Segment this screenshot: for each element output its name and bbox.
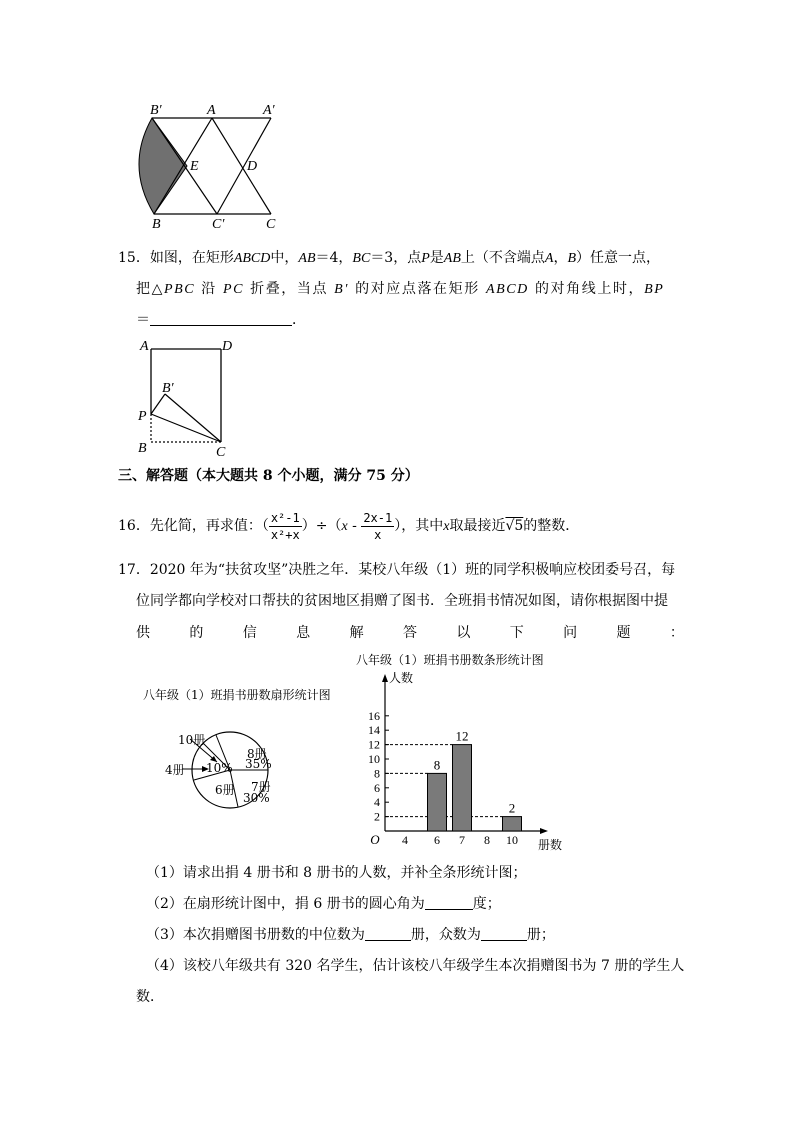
- spread-char: ：: [669, 625, 684, 641]
- spread-char: 问: [563, 625, 578, 641]
- answer-blank-bp[interactable]: [150, 311, 292, 326]
- y-tick-label: 6: [374, 780, 380, 795]
- figure-14: [120, 100, 295, 235]
- y-tick-label: 2: [374, 809, 380, 824]
- q17-line3: [136, 622, 684, 642]
- x-tick-label: 7: [459, 833, 465, 847]
- pie-slice-7-pct: 30%: [243, 791, 270, 805]
- bar: [503, 817, 522, 831]
- label-a-prime: A′: [263, 103, 275, 118]
- pie-slice-6-label: 6册: [215, 783, 235, 797]
- section-3-title: 三、解答题（本大题共 8 个小题，满分 75 分）: [118, 468, 419, 484]
- q15-line2: 把△PBC 沿 PC 折叠，当点 B′ 的对应点落在矩形 ABCD 的对角线上时，BP: [136, 281, 665, 297]
- label-e: E: [190, 159, 199, 174]
- fig15-label-p: P: [138, 409, 147, 424]
- q17-sub3: （3）本次捐赠图书册数的中位数为 册，众数为 册；: [146, 927, 555, 943]
- q15-line3: ＝ ．: [136, 312, 306, 328]
- y-axis-arrow: [382, 674, 388, 682]
- spread-char: 供: [136, 625, 150, 641]
- spread-char: 息: [296, 625, 311, 641]
- pie-slice-8-pct: 35%: [245, 757, 272, 771]
- fig15-label-d: D: [222, 339, 233, 354]
- q17-line2: 位同学都向学校对口帮扶的贫困地区捐赠了图书．全班捐书情况如图，请你根据图中提: [136, 593, 668, 609]
- x-tick-label: 10: [506, 833, 518, 847]
- label-b: B: [152, 217, 161, 232]
- q15-line1: 15．如图，在矩形ABCD中，AB＝4，BC＝3，点P是AB上（不含端点A，B）任意一点，: [118, 250, 661, 266]
- spread-char: 的: [189, 625, 204, 641]
- pie-slice-10-pct: 10%: [206, 761, 233, 775]
- y-tick-label: 14: [368, 723, 380, 738]
- fig15-label-a: A: [140, 339, 149, 354]
- label-d: D: [247, 159, 258, 174]
- y-tick-label: 8: [374, 766, 380, 781]
- fig15-label-c: C: [216, 445, 226, 460]
- fig15-label-b: B: [138, 441, 147, 456]
- spread-char: 以: [456, 625, 471, 641]
- pie-chart-title: 八年级（1）班捐书册数扇形统计图: [143, 688, 331, 702]
- x-tick-label: 8: [484, 833, 490, 847]
- origin-label: O: [370, 832, 380, 847]
- y-tick-label: 12: [368, 737, 380, 752]
- y-tick-label: 10: [368, 752, 380, 766]
- pie-slice-8-label: 8册: [247, 747, 267, 761]
- pie-slice-7-label: 7册: [251, 780, 271, 794]
- q17-sub1: （1）请求出捐 4 册书和 8 册书的人数，并补全条形统计图；: [146, 865, 527, 881]
- q17-sub2: （2）在扇形统计图中，捐 6 册书的圆心角为 度；: [146, 896, 501, 912]
- label-c-prime: C′: [212, 217, 225, 232]
- y-tick-label: 16: [368, 708, 380, 723]
- pie-callout-4: 4册: [165, 763, 185, 777]
- bar-value-label: 12: [455, 728, 469, 744]
- label-a: A: [207, 103, 216, 118]
- x-tick-label: 6: [434, 833, 440, 847]
- q17-sub4-line1: （4）该校八年级共有 320 名学生，估计该校八年级学生本次捐赠图书为 7 册的学生人: [146, 958, 685, 974]
- q17-line1: 17．2020 年为“扶贫攻坚”决胜之年．某校八年级（1）班的同学积极响应校团委号召，每: [118, 562, 676, 578]
- answer-blank-median[interactable]: [365, 926, 411, 941]
- q17-sub4-line2: 数．: [136, 989, 164, 1005]
- answer-blank-mode[interactable]: [481, 926, 527, 941]
- spread-char: 下: [509, 625, 524, 641]
- bar-chart: [360, 668, 580, 858]
- x-axis-arrow: [540, 828, 548, 834]
- fig15-label-b-prime: B′: [162, 381, 174, 396]
- label-c: C: [266, 217, 276, 232]
- bar-chart-title: 八年级（1）班捐书册数条形统计图: [356, 653, 544, 667]
- answer-blank-angle[interactable]: [425, 895, 473, 910]
- spread-char: 题: [616, 625, 631, 641]
- pie-callout-10: 10册: [178, 733, 206, 747]
- fraction-1: $\frac{\text{x²-1}}{\text{x²+x}}$: [270, 510, 300, 542]
- bar-value-label: 2: [508, 800, 516, 816]
- q16-line: 16．先化简，再求值：（ $\frac{\text{x²-1}}{\text{x²+x}}$ ）÷（x - $\frac{2x-1}{x}$ ），其中x取最接近√5的整数．: [118, 510, 580, 542]
- spread-char: 信: [242, 625, 257, 641]
- bar-value-label: 8: [433, 757, 441, 773]
- bar: [428, 773, 447, 831]
- x-tick-label: 4: [402, 833, 408, 847]
- spread-char: 答: [402, 625, 417, 641]
- bar: [453, 745, 472, 831]
- figure-15: [135, 338, 235, 458]
- fraction-2: $\frac{2x-1}{x}$: [363, 510, 393, 542]
- y-tick-label: 4: [374, 795, 380, 810]
- y-axis-label: 人数: [389, 671, 414, 685]
- label-b-prime: B′: [150, 103, 162, 118]
- spread-char: 解: [349, 625, 364, 641]
- x-axis-label: 册数: [537, 838, 563, 852]
